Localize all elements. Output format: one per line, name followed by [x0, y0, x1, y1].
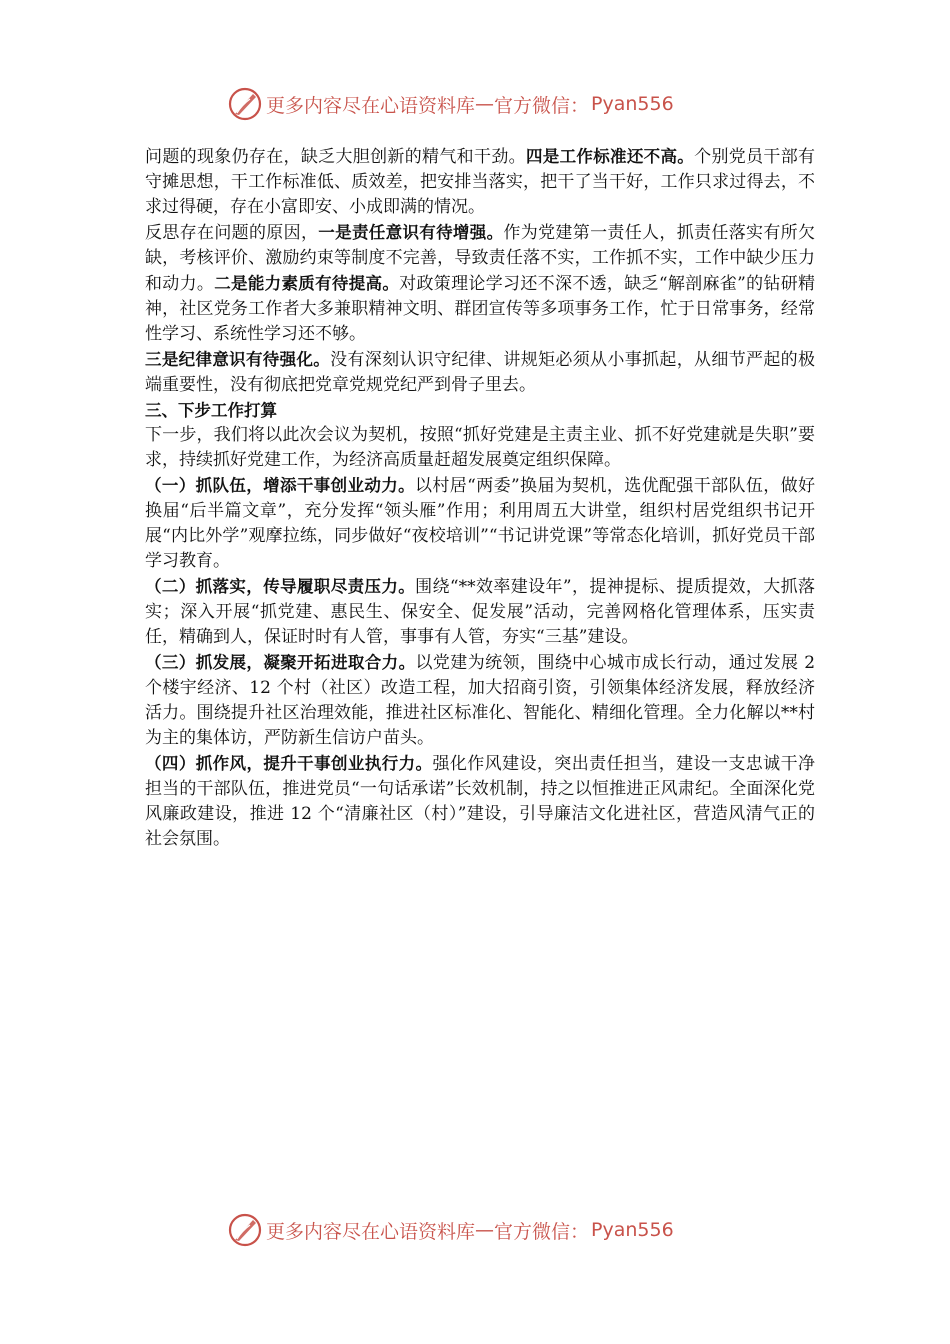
- bold-point: （一）抓队伍，增添干事创业动力。: [145, 476, 415, 495]
- body-text: 以村居“两委”换届为契机，选优配强干部队伍，做好换届“后半篇文章”，充分发挥“领头雁”作用；利用周五大讲堂，组织村居党组织书记开展“内比外学”观摩拉练，同步做好“夜校培训”“书记讲党课”等常态化培训，抓好党员干部学习教育。: [145, 476, 815, 571]
- bold-point: （二）抓落实，传导履职尽责压力。: [145, 577, 416, 596]
- quill-logo-icon: [228, 1213, 262, 1247]
- body-text: 个别党员干部有守摊思想，干工作标准低、质效差，把安排当落实，把干了当干好，工作只求过得去，不求过得硬，存在小富即安、小成即满的情况。: [145, 147, 816, 217]
- paragraph: [145, 574, 815, 650]
- header-watermark: [228, 86, 674, 122]
- quill-logo-icon: [228, 87, 262, 121]
- body-text: 没有深刻认识守纪律、讲规矩必须从小事抓起，从细节严起的极端重要性，没有彻底把党章党规党纪严到骨子里去。: [145, 350, 816, 395]
- watermark-dash: —: [475, 93, 495, 115]
- watermark-dash: —: [475, 1219, 495, 1241]
- document-body: [145, 144, 815, 852]
- bold-point: 三是纪律意识有待强化。: [145, 350, 331, 369]
- section-heading: 三、下步工作打算: [145, 401, 277, 420]
- watermark-text: 更多内容尽在心语资料库: [266, 1220, 476, 1243]
- paragraph: [145, 347, 815, 398]
- paragraph: [145, 220, 815, 347]
- bold-point: 一是责任意识有待增强。: [318, 223, 504, 242]
- body-text: 反思存在问题的原因，: [145, 223, 319, 243]
- body-text: 围绕“**效率建设年”，提神提标、提质提效，大抓落实；深入开展“抓党建、惠民生、保安全、促发展”活动，完善网格化管理体系，压实责任，精确到人，保证时时有人管，事事有人管，夯实“三基”建设。: [145, 577, 815, 647]
- paragraph: [145, 650, 815, 751]
- body-text: 作为党建第一责任人，抓责任落实有所欠缺，考核评价、激励约束等制度不完善，导致责任落不实，工作抓不实，工作中缺少压力和动力。: [145, 223, 816, 294]
- watermark-wechat-id: Pyan556: [591, 93, 674, 115]
- footer-watermark: [228, 1212, 674, 1248]
- watermark-wechat-label: 官方微信：: [494, 1220, 590, 1243]
- watermark-text: 更多内容尽在心语资料库: [266, 94, 476, 117]
- paragraph: [145, 144, 815, 220]
- body-text: 强化作风建设，突出责任担当，建设一支忠诚干净担当的干部队伍，推进党员“一句话承诺”长效机制，持之以恒推进正风肃纪。全面深化党风廉政建设，推进 12 个“清廉社区（村）”建设，引导廉洁文化进社区，营造风清气正的社会氛围。: [145, 754, 816, 849]
- bold-point: （四）抓作风，提升干事创业执行力。: [145, 754, 433, 773]
- bold-point: 二是能力素质有待提高。: [214, 274, 400, 293]
- bold-point: 四是工作标准还不高。: [525, 147, 695, 166]
- bold-point: （三）抓发展，凝聚开拓进取合力。: [145, 653, 416, 672]
- paragraph: [145, 751, 815, 852]
- paragraph: 下一步，我们将以此次会议为契机，按照“抓好党建是主责主业、抓不好党建就是失职”要求，持续抓好党建工作，为经济高质量赶超发展奠定组织保障。: [145, 425, 815, 470]
- paragraph: [145, 473, 815, 574]
- body-text: 对政策理论学习还不深不透，缺乏“解剖麻雀”的钻研精神，社区党务工作者大多兼职精神文明、群团宣传等多项事务工作，忙于日常事务，经常性学习、系统性学习还不够。: [145, 274, 816, 344]
- body-text: 问题的现象仍存在，缺乏大胆创新的精气和干劲。: [145, 147, 526, 167]
- watermark-wechat-label: 官方微信：: [494, 94, 590, 117]
- watermark-wechat-id: Pyan556: [591, 1219, 674, 1241]
- body-text: 以党建为统领，围绕中心城市成长行动，通过发展 2 个楼宇经济、12 个村（社区）改造工程，加大招商引资，引领集体经济发展，释放经济活力。围绕提升社区治理效能，推进社区标准化、智能化、精细化管理。全力化解以**村为主的集体访，严防新生信访户苗头。: [145, 653, 816, 748]
